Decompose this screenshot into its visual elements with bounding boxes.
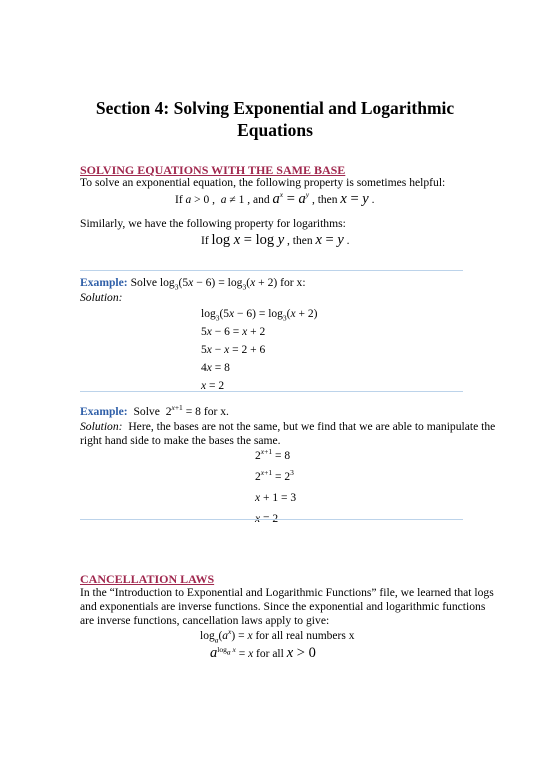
step-1: $\log_3(5x - 6) = \log_3(x + 2)$ xyxy=(201,308,318,323)
cancellation-law-1: $\log_a(a^x) = x$ for all real numbers x xyxy=(200,627,355,645)
intro-text: To solve an exponential equation, the following property is sometimes helpful: xyxy=(80,176,446,189)
example-1-statement: Example: Solve $\log_3(5x - 6) = \log_3(x + 2)$ for x: xyxy=(80,276,306,292)
example-2-steps xyxy=(255,448,296,527)
step-5: x = 2 xyxy=(201,380,225,392)
page-title xyxy=(0,97,550,141)
example-2-statement: Example: Solve $2^{x+1} = 8$ for x. xyxy=(80,403,229,418)
step-3: x + 1 = 3 xyxy=(255,492,297,504)
cancellation-law-2: $a^{log_a x} = x$ for all x > 0 xyxy=(210,645,316,661)
divider xyxy=(80,519,463,520)
step-4: x = 2 xyxy=(255,513,279,525)
divider xyxy=(80,270,463,271)
section-heading-same-base: SOLVING EQUATIONS WITH THE SAME BASE xyxy=(80,163,346,177)
example-1-steps xyxy=(201,306,317,394)
example-1-solution-label: Solution: xyxy=(80,291,123,304)
divider xyxy=(80,391,463,392)
example-2-solution-cont: right hand side to make the bases the same. xyxy=(80,434,281,447)
example-2-solution: Solution: Here, the bases are not the same, but we find that we are able to manipulate the xyxy=(80,420,496,433)
step-2: $2^{x+1} = 2^3$ xyxy=(255,468,294,483)
cancel-text-3: are inverse functions, cancellation laws apply to give: xyxy=(80,614,330,627)
step-3: 5x − x = 2 + 6 xyxy=(201,344,266,356)
cancel-text-1: In the “Introduction to Exponential and Logarithmic Functions” file, we learned that logs xyxy=(80,586,494,599)
similar-text: Similarly, we have the following property for logarithms: xyxy=(80,217,346,230)
property-log: If log x = log y , then x = y . xyxy=(201,232,350,248)
step-2: 5x − 6 = x + 2 xyxy=(201,326,266,338)
step-1: $2^{x+1} = 8$ xyxy=(255,447,291,462)
section-heading-cancellation: CANCELLATION LAWS xyxy=(80,572,215,586)
title-line-2: Equations xyxy=(237,120,313,140)
property-exponential: If a > 0 , a ≠ 1 , and $a^x = a^y$ , then x = y . xyxy=(175,190,375,207)
title-line-1: Section 4: Solving Exponential and Logarithmic xyxy=(95,98,455,118)
step-4: 4x = 8 xyxy=(201,362,230,374)
cancel-text-2: and exponentials are inverse functions. Since the exponential and logarithmic functions xyxy=(80,600,486,613)
